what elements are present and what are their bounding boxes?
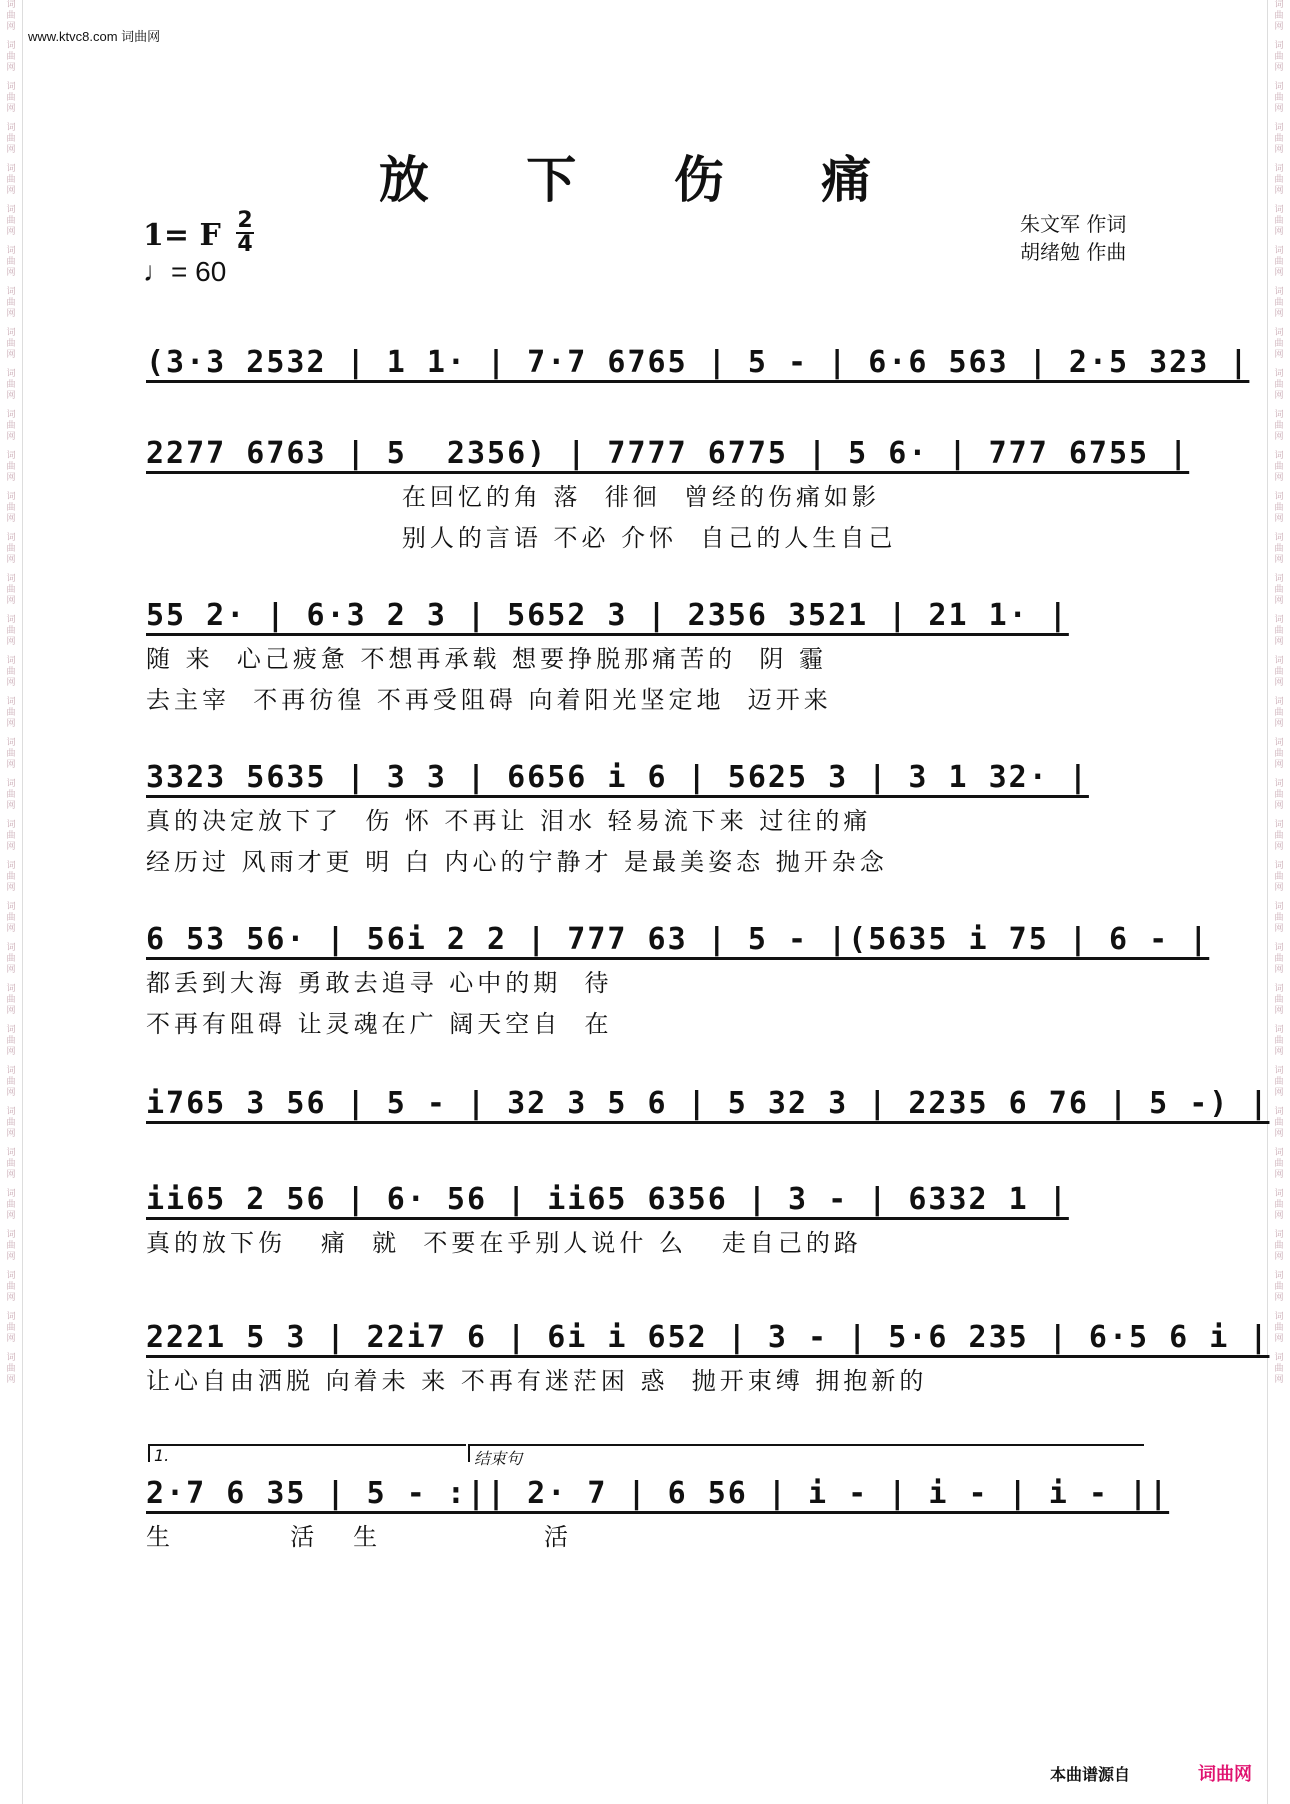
watermark-text: 词 曲 网	[1274, 1189, 1284, 1221]
footer-site-link[interactable]: 词曲网	[1198, 1764, 1252, 1785]
watermark-text: 词 曲 网	[1274, 1230, 1284, 1262]
watermark-text: 词 曲 网	[1274, 410, 1284, 442]
watermark-text: 词 曲 网	[6, 1312, 16, 1344]
first-ending-label: 1.	[154, 1446, 170, 1465]
lyric-line-verse1: 在回忆的角 落 徘徊 曾经的伤痛如影	[146, 483, 880, 511]
score-row	[146, 760, 1150, 877]
watermark-text: 词 曲 网	[1274, 328, 1284, 360]
footer-source-text: 本曲谱源自	[1050, 1765, 1131, 1784]
watermark-text: 词 曲 网	[1274, 820, 1284, 852]
notation-line: 2277 6763 | 5 2356) | 7777 6775 | 5 6· | 777 6755 |	[146, 436, 1190, 471]
watermark-text: 词 曲 网	[6, 205, 16, 237]
watermark-text: 词 曲 网	[1274, 123, 1284, 155]
watermark-text: 词 曲 网	[6, 820, 16, 852]
watermark-text: 词 曲 网	[6, 533, 16, 565]
lyric-line-verse1: 真的放下伤 痛 就 不要在乎别人说什 么 走自己的路	[146, 1229, 862, 1257]
watermark-text: 词 曲 网	[6, 1025, 16, 1057]
notation-line: 2·7 6 35 | 5 - :|| 2· 7 | 6 56 | i - | i - | i - ||	[146, 1476, 1170, 1511]
lyric-line-verse1: 生 活 生 活	[146, 1523, 572, 1551]
watermark-text: 词 曲 网	[1274, 533, 1284, 565]
watermark-text: 词 曲 网	[6, 369, 16, 401]
watermark-text: 词 曲 网	[6, 1353, 16, 1385]
watermark-text: 词 曲 网	[1274, 41, 1284, 73]
tempo-marking: ♩= 60	[143, 256, 227, 287]
watermark-text: 词 曲 网	[1274, 697, 1284, 729]
watermark-text: 词 曲 网	[6, 164, 16, 196]
ending-phrase-label: 结束句	[474, 1449, 523, 1468]
watermark-text: 词 曲 网	[1274, 0, 1284, 32]
lyric-line-verse2: 经历过 风雨才更 明 白 内心的宁静才 是最美姿态 抛开杂念	[146, 848, 888, 876]
watermark-text: 词 曲 网	[1274, 1148, 1284, 1180]
watermark-text: 词 曲 网	[1274, 164, 1284, 196]
watermark-text: 词 曲 网	[6, 41, 16, 73]
watermark-text: 词 曲 网	[6, 779, 16, 811]
right-watermark-strip	[1267, 0, 1290, 1804]
watermark-text: 词 曲 网	[1274, 738, 1284, 770]
watermark-text: 词 曲 网	[6, 82, 16, 114]
watermark-text: 词 曲 网	[6, 984, 16, 1016]
watermark-text: 词 曲 网	[1274, 861, 1284, 893]
watermark-text: 词 曲 网	[6, 410, 16, 442]
lyric-line-verse1: 随 来 心己疲惫 不想再承载 想要挣脱那痛苦的 阴 霾	[146, 645, 828, 673]
notation-line: (3·3 2532 | 1 1· | 7·7 6765 | 5 - | 6·6 563 | 2·5 323 |	[146, 345, 1250, 380]
score-row	[146, 1182, 1150, 1258]
notation-line: 6 53 56· | 56i 2 2 | 777 63 | 5 - |(5635 i 75 | 6 - |	[146, 922, 1210, 957]
watermark-text: 词 曲 网	[6, 328, 16, 360]
watermark-text: 词 曲 网	[6, 1189, 16, 1221]
notation-line: 3323 5635 | 3 3 | 6656 i 6 | 5625 3 | 3 1 32· |	[146, 760, 1089, 795]
key-signature: 1= F	[143, 218, 221, 253]
song-title: 放 下 伤 痛	[378, 150, 912, 209]
score-row	[146, 1320, 1270, 1396]
watermark-text: 词 曲 网	[1274, 205, 1284, 237]
watermark-text: 词 曲 网	[6, 492, 16, 524]
notation-line: 55 2· | 6·3 2 3 | 5652 3 | 2356 3521 | 21 1· |	[146, 598, 1069, 633]
time-bottom: 4	[237, 232, 253, 257]
watermark-text: 词 曲 网	[6, 1148, 16, 1180]
watermark-text: 词 曲 网	[1274, 615, 1284, 647]
watermark-text: 词 曲 网	[1274, 1066, 1284, 1098]
watermark-text: 词 曲 网	[1274, 246, 1284, 278]
watermark-text: 词 曲 网	[1274, 984, 1284, 1016]
composer: 胡绪勉 作曲	[1020, 240, 1127, 264]
watermark-text: 词 曲 网	[1274, 1107, 1284, 1139]
lyricist: 朱文军 作词	[1020, 212, 1127, 236]
watermark-text: 词 曲 网	[6, 246, 16, 278]
watermark-text: 词 曲 网	[1274, 943, 1284, 975]
site-url: www.ktvc8.com 词曲网	[28, 29, 161, 44]
watermark-text: 词 曲 网	[1274, 779, 1284, 811]
lyric-line-verse2: 不再有阻碍 让灵魂在广 阔天空自 在	[146, 1010, 613, 1038]
time-top: 2	[237, 208, 253, 233]
watermark-text: 词 曲 网	[6, 1107, 16, 1139]
score-row	[146, 922, 1210, 1039]
watermark-text: 词 曲 网	[6, 574, 16, 606]
notation-line: 2221 5 3 | 22i7 6 | 6i i 652 | 3 - | 5·6 235 | 6·5 6 i |	[146, 1320, 1270, 1355]
lyric-line-verse2: 去主宰 不再彷徨 不再受阻碍 向着阳光坚定地 迈开来	[146, 686, 832, 714]
score-row	[146, 1086, 1270, 1121]
lyric-line-verse1: 都丢到大海 勇敢去追寻 心中的期 待	[146, 969, 613, 997]
watermark-text: 词 曲 网	[1274, 287, 1284, 319]
watermark-text: 词 曲 网	[6, 656, 16, 688]
watermark-text: 词 曲 网	[6, 123, 16, 155]
watermark-text: 词 曲 网	[6, 1066, 16, 1098]
watermark-text: 词 曲 网	[6, 1230, 16, 1262]
watermark-text: 词 曲 网	[6, 0, 16, 32]
first-ending-bracket	[148, 1444, 466, 1465]
notation-line: i765 3 56 | 5 - | 32 3 5 6 | 5 32 3 | 2235 6 76 | 5 -) |	[146, 1086, 1270, 1121]
lyric-line-verse1: 让心自由洒脱 向着未 来 不再有迷茫困 惑 抛开束缚 拥抱新的	[146, 1367, 928, 1395]
watermark-text: 词 曲 网	[1274, 82, 1284, 114]
watermark-text: 词 曲 网	[6, 451, 16, 483]
ending-phrase-bracket	[468, 1444, 1144, 1468]
watermark-text: 词 曲 网	[1274, 902, 1284, 934]
lyric-line-verse1: 真的决定放下了 伤 怀 不再让 泪水 轻易流下来 过往的痛	[146, 807, 872, 835]
watermark-text: 词 曲 网	[6, 697, 16, 729]
watermark-text: 词 曲 网	[6, 902, 16, 934]
notation-line: ii65 2 56 | 6· 56 | ii65 6356 | 3 - | 6332 1 |	[146, 1182, 1069, 1217]
watermark-text: 词 曲 网	[1274, 1025, 1284, 1057]
watermark-text: 词 曲 网	[1274, 574, 1284, 606]
lyric-line-verse2: 别人的言语 不必 介怀 自己的人生自己	[146, 524, 897, 552]
time-signature	[236, 210, 254, 256]
watermark-text: 词 曲 网	[6, 738, 16, 770]
score-row	[146, 598, 1150, 715]
watermark-text: 词 曲 网	[1274, 492, 1284, 524]
score-row	[146, 1476, 1170, 1552]
watermark-text: 词 曲 网	[6, 1271, 16, 1303]
watermark-text: 词 曲 网	[1274, 656, 1284, 688]
watermark-text: 词 曲 网	[6, 943, 16, 975]
watermark-text: 词 曲 网	[1274, 369, 1284, 401]
credits	[1020, 210, 1126, 266]
left-watermark-strip	[0, 0, 23, 1804]
watermark-text: 词 曲 网	[6, 615, 16, 647]
score-row	[146, 345, 1250, 380]
watermark-text: 词 曲 网	[1274, 1271, 1284, 1303]
watermark-text: 词 曲 网	[1274, 451, 1284, 483]
score-row	[146, 436, 1190, 553]
watermark-text: 词 曲 网	[6, 861, 16, 893]
watermark-text: 词 曲 网	[6, 287, 16, 319]
watermark-text: 词 曲 网	[1274, 1312, 1284, 1344]
watermark-text: 词 曲 网	[1274, 1353, 1284, 1385]
